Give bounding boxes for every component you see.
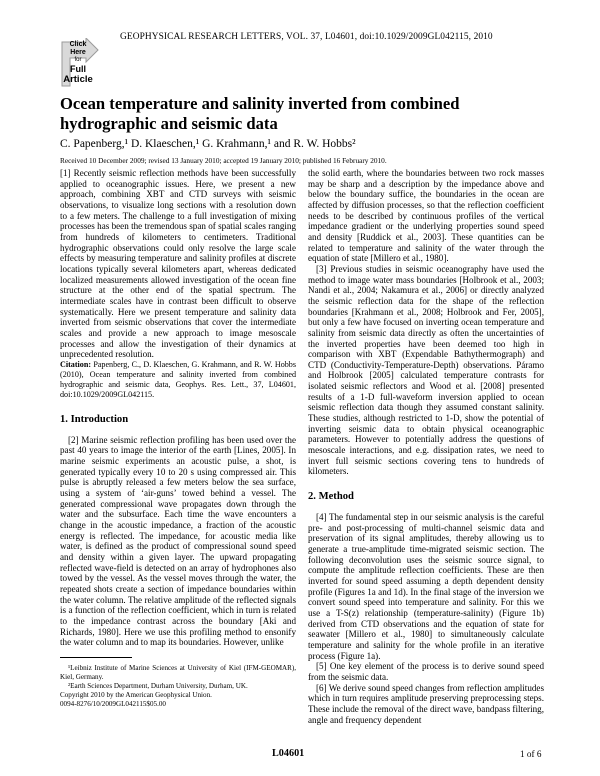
copyright-line: Copyright 2010 by the American Geophysical Union.: [60, 690, 212, 699]
page-number: 1 of 6: [520, 749, 542, 759]
footnote-divider: [60, 657, 132, 658]
article-title: Ocean temperature and salinity inverted from combined hydrographic and seismic data: [60, 94, 460, 133]
logo-text-for: for: [74, 57, 82, 63]
issn-code: 0094-8276/10/2009GL042115$05.00: [60, 699, 166, 708]
left-column: [60, 168, 296, 709]
body-paragraph-5: [5] One key element of the process is to derive sound speed from the seismic data.: [308, 661, 544, 682]
footnote-affiliation-2: ²Earth Sciences Department, Durham University, Durham, UK.: [68, 681, 248, 690]
logo-text-article: Article: [63, 74, 93, 85]
section-heading-introduction: 1. Introduction: [60, 413, 129, 425]
right-column: [308, 168, 544, 725]
body-paragraph-6: [6] We derive sound speed changes from reflection amplitudes which in turn requires amplitude preserving preprocessing steps. These include the removal of the direct wave, bandpass filtering, angle and frequency dependent: [308, 682, 544, 725]
running-head: GEOPHYSICAL RESEARCH LETTERS, VOL. 37, L04601, doi:10.1029/2009GL042115, 2010: [120, 32, 493, 42]
publication-dates: Received 10 December 2009; revised 13 January 2010; accepted 19 January 2010; published 16 February 2010.: [60, 156, 387, 165]
full-article-logo[interactable]: [56, 38, 100, 88]
article-id-footer: L04601: [272, 748, 305, 759]
logo-text-here: Here: [70, 49, 86, 56]
section-heading-method: 2. Method: [308, 491, 354, 503]
body-paragraph-3: [3] Previous studies in seismic oceanography have used the method to image water mass boundaries [Holbrook et al., 2003; Nandi et al., 2004; Nakamura et al., 2006] or directly analyzed the seismic reflection data for the shape of the reflection boundaries [Krahmann et al., 2008; Holbrook and Fer, 2005], but only a few have focused on inverting ocean temperature and salinity from seismic data directly as often the uncertainties of the inverted properties have been deemed too high in comparison with XBT (Expendable Bathythermograph) and CTD (Conductivity-Temperature-Depth) observations. Páramo and Holbrook [2005] calculated temperature contrasts for isolated seismic reflectors and Wood et al. [2008] presented results of a 1-D full-waveform inversion applied to ocean seismic reflection data though they assumed constant salinity. These studies, although restricted to 1-D, show the potential of inverting seismic data to obtain physical oceanographic parameters. However to potentially address the questions of mesoscale interactions, and e.g. dissipation rates, we need to invert full seismic sections covering tens to hundreds of kilometers.: [308, 263, 544, 477]
citation: [60, 360, 296, 400]
author-list: C. Papenberg,¹ D. Klaeschen,¹ G. Krahmann,¹ and R. W. Hobbs²: [60, 138, 356, 150]
logo-text-click: Click: [69, 41, 87, 48]
logo-text-full: Full: [70, 64, 86, 74]
citation-label: Citation:: [60, 359, 92, 369]
citation-text: Papenberg, C., D. Klaeschen, G. Krahmann, and R. W. Hobbs (2010), Ocean temperature and salinity inverted from combined hydrographic and seismic data, Geophys. Res. Lett., 37, L04601, doi:10.1029/2009GL042115.: [60, 359, 296, 399]
body-paragraph-2-continued: the solid earth, where the boundaries between two rock masses may be sharp and a description by the impedance above and below the boundary suffice, the boundaries in the ocean are affected by diffusion processes, so that the reflection coefficient needs to be described by continuous profiles of the vertical impedance gradient or the underlying properties sound speed and density [Ruddick et al., 2003]. These quantities can be related to temperature and salinity of the water through the equation of state [Millero et al., 1980].: [308, 168, 544, 264]
abstract-paragraph: [1] Recently seismic reflection methods have been successfully applied to oceanographic issues. Here, we present a new approach, combining XBT and CTD surveys with seismic observations, to visualize long sections with a resolution down to a few meters. The challenge to a full investigation of mixing processes has been the tremendous span of spatial scales ranging from hundreds of kilometers to centimeters. Traditional hydrographic observations could only resolve the large scale effects by measuring temperature and salinity profiles at discrete locations typically several kilometers apart, whereas dedicated localized measurements allowed investigation of the ocean fine structure at the other end of the spatial spectrum. The intermediate scales have in contrast been difficult to observe systematically. Here we present temperature and salinity data inverted from seismic observations that cover the intermediate scales and provide a new approach to image mesoscale processes and allow the investigation of their dynamics at unprecedented resolution.: [60, 168, 296, 360]
body-paragraph-2: [2] Marine seismic reflection profiling has been used over the past 40 years to image the interior of the earth [Lines, 2005]. In marine seismic experiments an acoustic pulse, a shot, is generated typically every 10 to 20 s using compressed air. This pulse is abruptly released a few meters below the sea surface, using a system of ‘air-guns’ towed behind a vessel. The generated compressional wave propagates down through the water and the subsurface. Each time the wave encounters a change in the acoustic impedance, a fraction of the acoustic energy is reflected. The impedance, for acoustic media like water, is defined as the product of compressional sound speed and density within a given layer. The upward propagating reflected wave-field is detected on an array of hydrophones also towed by the vessel. As the vessel moves through the water, the repeated shots create a section of impedance boundaries within the water column. The relative amplitude of the reflected signals is a function of the reflection coefficient, which in turn is related to the impedance contrast across the boundary [Aki and Richards, 1980]. Here we use this profiling method to ensonify the water column and to map its boundaries. However, unlike: [60, 434, 296, 648]
footnote-affiliation-1: ¹Leibniz Institute of Marine Sciences at University of Kiel (IFM-GEOMAR), Kiel, Germany.: [60, 663, 296, 681]
body-paragraph-4: [4] The fundamental step in our seismic analysis is the careful pre- and post-processing of multi-channel seismic data and preservation of its signal amplitudes, thereby allowing us to generate a true-amplitude time-migrated seismic section. The following deconvolution uses the seismic source signal, to compute the amplitude reflection coefficients. These are then inverted for sound speed assuming a depth dependent density profile (Figures 1a and 1d). In the final stage of the inversion we convert sound speed into temperature and salinity. For this we use a T-S(z) relationship (temperature-salinity) (Figure 1b) derived from CTD observations and the equation of state for seawater [Millero et al., 1980] to simultaneously calculate temperature and salinity for the whole profile in an iterative process (Figure 1a).: [308, 512, 544, 661]
